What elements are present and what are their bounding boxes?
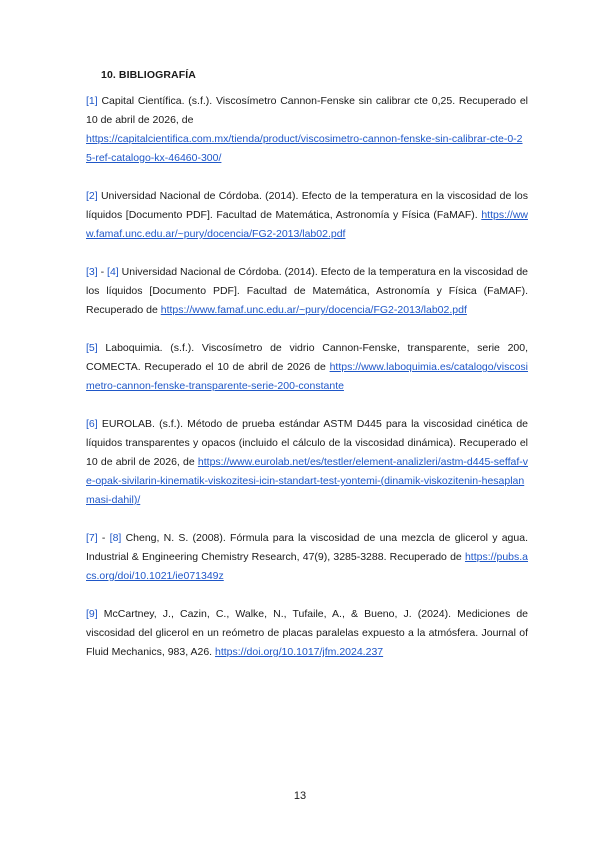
reference-number[interactable]: [7] xyxy=(86,532,98,544)
reference-number[interactable]: [6] xyxy=(86,418,98,430)
reference-link[interactable]: https://www.famaf.unc.edu.ar/~pury/docencia/FG2-2013/lab02.pdf xyxy=(160,304,467,316)
reference-item-3-4 xyxy=(86,263,528,320)
reference-text: McCartney, J., Cazin, C., Walke, N., Tufaile, A., & Bueno, J. (2024). Mediciones de viscosidad del glicerol en un reómetro de placas paralelas expuesto a la atmósfera. Journal of Fluid Mechanics, 983, A26. xyxy=(86,608,529,658)
reference-link[interactable]: https://www.eurolab.net/es/testler/element-analizleri/astm-d445-seffaf-ve-opak-sivilarin-kinematik-viskozitesi-icin-standart-test-yontemi-(dinamik-viskozitenin-hesaplanmasi-dahil)/ xyxy=(86,456,529,506)
reference-number[interactable]: [4] xyxy=(107,266,119,278)
reference-text: Universidad Nacional de Córdoba. (2014). Efecto de la temperatura en la viscosidad de los líquidos [Documento PDF]. Facultad de Matemática, Astronomía y Física (FaMAF). Recuperado de xyxy=(86,266,529,316)
reference-link[interactable]: https://pubs.acs.org/doi/10.1021/ie071349z xyxy=(86,551,529,582)
reference-link[interactable]: https://doi.org/10.1017/jfm.2024.237 xyxy=(215,646,384,658)
reference-range-separator: - xyxy=(97,532,110,544)
reference-number[interactable]: [8] xyxy=(109,532,122,544)
reference-number[interactable]: [3] xyxy=(86,266,98,278)
reference-text: Cheng, N. S. (2008). Fórmula para la viscosidad de una mezcla de glicerol y agua. Industrial & Engineering Chemistry Research, 47(9), 3285-3288. Recuperado de xyxy=(86,532,528,563)
reference-link[interactable]: https://www.laboquimia.es/catalogo/viscosimetro-cannon-fenske-transparente-serie-200-constante xyxy=(86,361,529,392)
section-heading: 10. BIBLIOGRAFÍA xyxy=(101,69,196,81)
reference-item-1 xyxy=(86,92,528,168)
reference-link[interactable]: https://capitalcientifica.com.mx/tienda/product/viscosimetro-cannon-fenske-sin-calibrar-cte-0-25-ref-catalogo-kx-46460-300/ xyxy=(86,133,523,164)
reference-item-2 xyxy=(86,187,528,244)
page-number: 13 xyxy=(293,790,307,802)
reference-link[interactable]: https://www.famaf.unc.edu.ar/~pury/docencia/FG2-2013/lab02.pdf xyxy=(86,209,528,240)
reference-text: Capital Científica. (s.f.). Viscosímetro Cannon-Fenske sin calibrar cte 0,25. Recuperado el 10 de abril de 2026, de xyxy=(86,95,528,126)
reference-number[interactable]: [1] xyxy=(86,95,98,107)
reference-number[interactable]: [9] xyxy=(86,608,98,620)
reference-item-5 xyxy=(86,339,528,396)
reference-text: Universidad Nacional de Córdoba. (2014). Efecto de la temperatura en la viscosidad de los líquidos [Documento PDF]. Facultad de Matemática, Astronomía y Física (FaMAF). xyxy=(86,190,528,221)
reference-number[interactable]: [2] xyxy=(86,190,98,202)
reference-range-separator: - xyxy=(97,266,108,278)
reference-list xyxy=(86,92,528,681)
reference-number[interactable]: [5] xyxy=(86,342,98,354)
reference-item-7-8 xyxy=(86,529,528,586)
reference-item-6 xyxy=(86,415,528,510)
reference-item-9 xyxy=(86,605,528,662)
reference-text: EUROLAB. (s.f.). Método de prueba estándar ASTM D445 para la viscosidad cinética de líquidos transparentes y opacos (incluido el cálculo de la viscosidad dinámica). Recuperado el 10 de abril de 2026, de xyxy=(86,418,528,468)
reference-text: Laboquimia. (s.f.). Viscosímetro de vidrio Cannon-Fenske, transparente, serie 200, COMECTA. Recuperado el 10 de abril de 2026 de xyxy=(86,342,528,373)
